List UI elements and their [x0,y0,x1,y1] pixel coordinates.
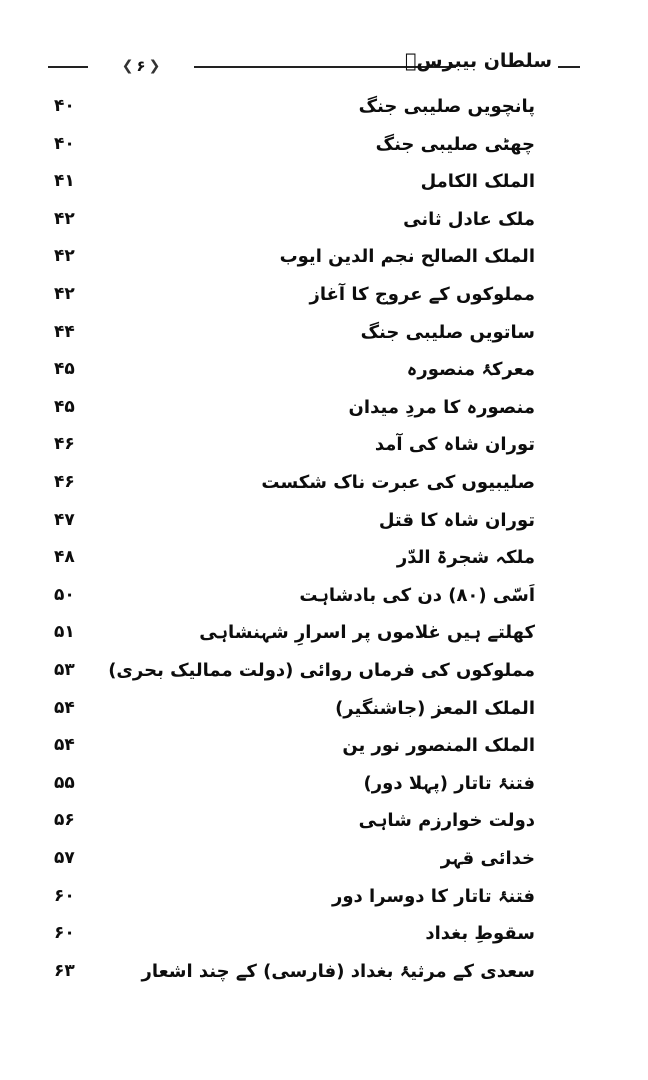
ornament-right-icon: ❯ [148,58,161,74]
toc-entry-title: الملک المعز (جاشنگیر) [335,697,535,719]
running-title: سلطان بیبرسؒ [405,50,552,72]
toc-entry-page-number: ۵۵ [54,772,75,793]
toc-entry [0,773,648,807]
toc-entry-title: دولت خوارزم شاہی [358,810,535,832]
toc-entry-page-number: ۵۶ [54,810,75,831]
toc-entry-title: چھٹی صلیبی جنگ [375,133,535,155]
toc-entry-title: الملک المنصور نور ین [342,735,535,757]
toc-entry-page-number: ۵۴ [54,735,75,756]
toc-entry-page-number: ۴۴ [54,321,75,342]
toc-entry [0,886,648,920]
toc-entry [0,510,648,544]
toc-entry-title: صلیبیوں کی عبرت ناک شکست [261,472,535,493]
toc-entry-page-number: ۶۰ [54,923,75,944]
toc-entry-title: الملک الصالح نجم الدین ایوب [279,246,535,268]
toc-entry-page-number: ۴۷ [54,509,75,530]
toc-entry-title: سقوطِ بغداد [425,923,535,945]
toc-entry-title: ساتویں صلیبی جنگ [360,321,535,343]
toc-entry [0,961,648,995]
page-number: ۶ [136,57,146,75]
toc-entry [0,284,648,318]
toc-entry [0,848,648,882]
toc-entry-page-number: ۴۶ [54,434,75,455]
toc-entry-title: پانچویں صلیبی جنگ [358,96,535,117]
toc-entry-title: توران شاہ کی آمد [374,434,535,456]
toc-entry-title: منصورہ کا مردِ میدان [348,396,535,418]
toc-entry [0,698,648,732]
toc-entry-page-number: ۴۵ [54,396,75,417]
toc-entry-page-number: ۵۴ [54,697,75,718]
toc-entry [0,246,648,280]
toc-entry-page-number: ۴۰ [54,96,75,116]
toc-entry-page-number: ۴۰ [54,133,75,154]
toc-entry [0,622,648,656]
toc-entry-title: فتنۂ تاتار (پہلا دور) [363,772,535,794]
toc-entry-page-number: ۴۲ [54,284,75,304]
toc-entry-page-number: ۶۳ [54,960,75,981]
toc-entry [0,171,648,205]
toc-entry [0,810,648,844]
toc-entry-title: الملک الکامل [420,171,535,193]
toc-entry [0,585,648,619]
toc-entry-title: معرکۂ منصورہ [406,359,535,381]
page-number-ornament [96,48,186,84]
toc-entry-title: کھلتے ہیں غلاموں پر اسرارِ شہنشاہی [199,622,535,644]
toc-entry-page-number: ۴۲ [54,246,75,267]
toc-entry-title: فتنۂ تاتار کا دوسرا دور [331,885,535,907]
toc-entry [0,134,648,168]
toc-entry-title: اَسّی (۸۰) دن کی بادشاہت [299,584,535,606]
toc-entry [0,660,648,694]
toc-entry [0,547,648,581]
toc-entry-page-number: ۴۶ [54,472,75,492]
header-rule-right [558,66,580,68]
toc-entry-title: خدائی قہر [440,848,535,869]
toc-entry [0,322,648,356]
toc-entry [0,397,648,431]
toc-entry-title: توران شاہ کا قتل [378,509,535,531]
toc-entry [0,359,648,393]
page-header [48,48,580,84]
toc-entry-page-number: ۶۰ [54,885,75,906]
toc-entry-title: ملکہ شجرۃ الدّر [396,547,535,569]
toc-entry [0,472,648,506]
toc-entry [0,735,648,769]
toc-entry-page-number: ۴۲ [54,208,75,229]
toc-entry-page-number: ۵۳ [54,660,75,680]
toc-entry [0,923,648,957]
toc-entry [0,434,648,468]
toc-entry-page-number: ۵۱ [54,622,75,643]
toc-entry-page-number: ۴۵ [54,359,75,380]
toc-entry-page-number: ۴۱ [54,171,75,192]
header-rule-left [48,66,88,68]
toc-entry-title: مملوکوں کے عروج کا آغاز [309,284,535,305]
toc-entry-title: مملوکوں کی فرماں روائی (دولت ممالیک بحری) [108,660,535,681]
toc-entry-title: سعدی کے مرثیۂ بغداد (فارسی) کے چند اشعار [141,960,535,982]
toc-entry-page-number: ۴۸ [54,547,75,568]
toc-entry [0,96,648,130]
ornament-left-icon: ❮ [121,58,134,74]
toc-entry-title: ملک عادل ثانی [403,208,535,230]
toc-entry-page-number: ۵۰ [54,584,75,605]
toc-entry [0,209,648,243]
toc-entry-page-number: ۵۷ [54,848,75,868]
